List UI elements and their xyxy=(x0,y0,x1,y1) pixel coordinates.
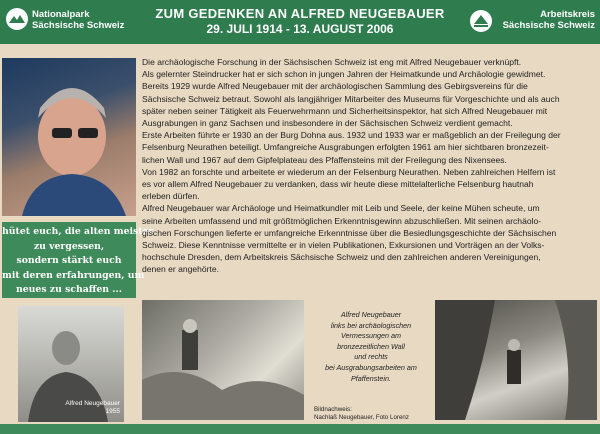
caption-line: Vermessungen am xyxy=(340,331,402,341)
text-line: Erste Arbeiten führte er 1930 an der Burg Dohna aus. 1932 und 1933 war er maßgeblich an der Freilegung der xyxy=(142,130,561,141)
arbeitskreis-line-2: Sächsische Schweiz xyxy=(502,20,595,31)
text-line: denen er angehörte. xyxy=(142,264,219,275)
text-line: es vor allem Alfred Neugebauer zu verdanken, dass wir heute diese mittelalterliche Felsenburg hautnah xyxy=(142,179,534,190)
arbeitskreis-name xyxy=(503,9,595,31)
quote-line: hütet euch, die alten meister xyxy=(2,226,154,237)
excavation-photo xyxy=(435,300,597,420)
text-line: Felsenburg Neurathen beteiligt. Umfangreiche Ausgrabungen erfolgten 1961 am hier sichtbaren bronzezeit- xyxy=(142,142,549,153)
nationalpark-line-1: Nationalpark xyxy=(32,9,90,20)
text-line: Ausgrabungen in ganz Sachsen und insbesondere in der Sächsischen Schweiz verdient gemacht. xyxy=(142,118,513,129)
nationalpark-name xyxy=(32,9,124,31)
survey-photo xyxy=(142,300,304,420)
nationalpark-line-2: Sächsische Schweiz xyxy=(32,20,125,31)
caption-line: bronzezeitlichen Wall xyxy=(337,341,405,351)
nationalpark-logo-icon xyxy=(6,8,28,30)
portrait-label-name: Alfred Neugebauer xyxy=(65,400,120,407)
quote-box xyxy=(2,222,154,298)
caption-line: Alfred Neugebauer xyxy=(340,310,402,319)
text-line: erleben dürfen. xyxy=(142,191,200,202)
footer-strip xyxy=(0,424,600,434)
arbeitskreis-logo-icon xyxy=(470,10,492,32)
life-dates: 29. JULI 1914 - 13. AUGUST 2006 xyxy=(206,22,394,36)
text-line: lichen Wall und 1967 auf dem Gipfelplateau des Pfaffensteins mit der Freilegung des Nixensees. xyxy=(142,154,507,165)
header-bar xyxy=(0,0,600,47)
text-line: Bereits 1929 wurde Alfred Neugebauer mit der archäologischen Sammlung des Gebirgsvereins für die xyxy=(142,81,528,92)
quote-line: zu vergessen, xyxy=(33,240,105,252)
text-line: Als gelernter Steindrucker hat er sich schon in jungen Jahren der Heimatkunde und Archäologie gewidmet. xyxy=(142,69,546,80)
caption-line: Pfaffenstein. xyxy=(351,373,391,383)
page-title: ZUM GEDENKEN AN ALFRED NEUGEBAUER xyxy=(155,6,445,21)
image-credit xyxy=(314,406,432,422)
credit-line: Nachlaß Neugebauer, Foto Lorenz xyxy=(314,413,409,421)
caption-line: und rechts xyxy=(354,352,388,362)
caption-line: bei Ausgrabungsarbeiten am xyxy=(325,362,417,372)
text-line: seine Arbeiten umfassend und mit größtmöglichen Erkenntnisgewinn abzuschließen. Mit seinen archäolo- xyxy=(142,215,542,226)
text-line: Die archäologische Forschung in der Sächsischen Schweiz ist eng mit Alfred Neugebauer verknüpft. xyxy=(142,57,522,67)
quote-line: sondern stärkt euch xyxy=(16,255,122,266)
arbeitskreis-line-1: Arbeitskreis xyxy=(540,9,595,20)
text-line: Alfred Neugebauer war Archäologe und Heimatkundler mit Leib und Seele, der keine Mühen scheute, um xyxy=(142,203,540,214)
caption-line: links bei archäologischen xyxy=(330,320,412,330)
biography-text xyxy=(142,56,597,276)
text-line: später neben seiner Tätigkeit als Feuerwehrmann und Sicherheitsinspektor, hat sich Alfred Neugebauer mit xyxy=(142,105,548,116)
photo-caption xyxy=(312,310,430,384)
text-line: Schweiz. Diese Kenntnisse vermittelte er in vielen Publikationen, Exkursionen und Vorträgen an der Volks- xyxy=(142,240,545,251)
quote-line: mit deren erfahrungen, um xyxy=(2,269,145,281)
portrait-photo xyxy=(2,58,136,216)
portrait-label-year: 1955 xyxy=(105,408,120,415)
text-line: gischen Forschungen lieferte er umfangreiche Erkenntnisse über die Besiedlungsgeschichte der Sächsischen xyxy=(142,227,557,238)
quote-line: neues zu schaffen ... xyxy=(15,284,123,295)
text-line: Sächsische Schweiz betraut. Sowohl als langjähriger Mitarbeiter des Museums für Vorgeschichte und als auch xyxy=(142,93,560,104)
text-line: Von 1982 an forschte und arbeitete er wiederum an der Felsenburg Neurathen. Neben zahlreichen Helfern ist xyxy=(142,166,556,177)
text-line: hochschule Dresden, dem Arbeitskreis Sächsische Schweiz und den zahlreichen anderen Vereinigungen, xyxy=(142,252,541,263)
portrait-1955-label xyxy=(56,400,120,416)
credit-line: Bildnachweis: xyxy=(314,406,352,413)
